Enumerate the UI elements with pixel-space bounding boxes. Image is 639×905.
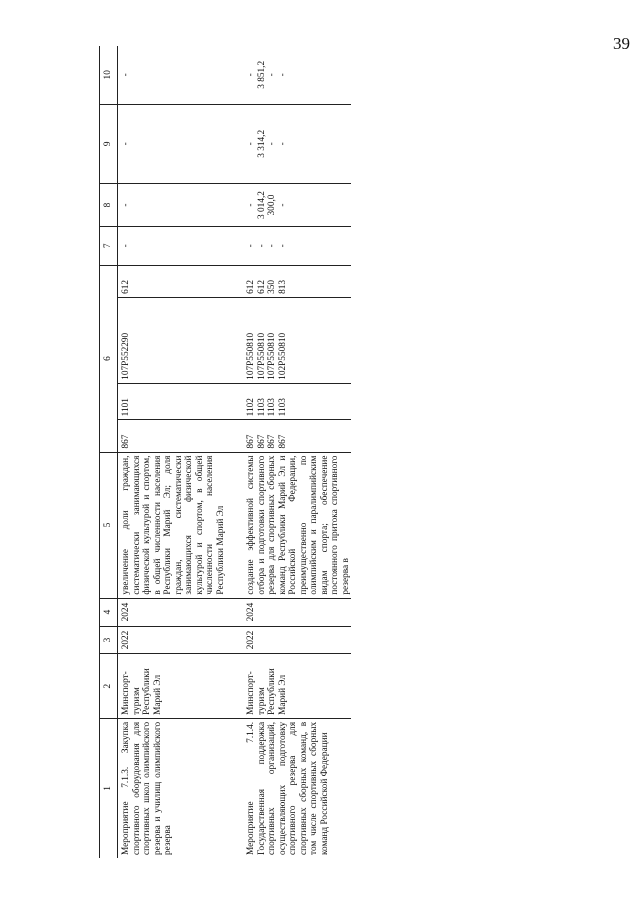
value-col-9: - xyxy=(118,104,233,183)
table-row xyxy=(118,46,233,858)
start-year: 2022 xyxy=(232,626,351,654)
responsible-executor: Минспорт- туризм Республики Марий Эл xyxy=(118,654,233,718)
header-cell-2: 2 xyxy=(100,654,118,718)
grbs-code: 867 xyxy=(118,420,233,452)
header-cell-7: 7 xyxy=(100,226,118,265)
section-code: 1102 1103 1103 1103 xyxy=(232,383,351,420)
value-col-8: - xyxy=(118,184,233,227)
event-description: Мероприятие 7.1.4. Государственная поддержка спортивных организаций, осуществляющих подготовку спортивного резерва для спортивных сборных команд, в том числе спортивных сборных команд Российской Федерации xyxy=(246,721,330,855)
page-number: 39 xyxy=(613,34,630,53)
header-cell-3: 3 xyxy=(100,626,118,654)
header-row xyxy=(100,46,118,858)
table-row xyxy=(232,46,351,858)
end-year: 2024 xyxy=(118,598,233,626)
header-cell-9: 9 xyxy=(100,104,118,183)
event-description: Мероприятие 7.1.3. Закупка спортивного оборудования для спортивных школ олимпийского резерва и училищ олимпийского резерва xyxy=(121,721,173,855)
budget-table xyxy=(99,46,351,858)
value-col-10: - xyxy=(118,46,233,104)
value-col-8: - 3 014,2 300,0 - xyxy=(232,184,351,227)
responsible-executor: Минспорт- туризм Республики Марий Эл xyxy=(232,654,351,718)
header-cell-10: 10 xyxy=(100,46,118,104)
grbs-code: 867 867 867 867 xyxy=(232,420,351,452)
expense-type-code: 612 612 350 813 xyxy=(232,265,351,297)
end-year: 2024 xyxy=(232,598,351,626)
header-cell-8: 8 xyxy=(100,184,118,227)
section-code: 1101 xyxy=(118,383,233,420)
header-cell-4: 4 xyxy=(100,598,118,626)
header-cell-6: 6 xyxy=(100,265,118,452)
header-cell-1: 1 xyxy=(100,718,118,858)
expected-result: увеличение доли граждан, систематически занимающихся физической культурой и спортом, в общей численности населения Республики Марий Эл; доля граждан, систематически занимающихся физической культурой и спортом, в общей численности населения Республики Марий Эл xyxy=(118,452,233,598)
value-col-9: - 3 314,2 - - xyxy=(232,104,351,183)
rotated-table-container xyxy=(99,46,639,858)
target-article-code: 107P550810 107P550810 107P550810 102P550810 xyxy=(232,297,351,383)
expected-result: создание эффективной системы отбора и подготовки спортивного резерва для спортивных сборных команд Республики Марий Эл и Российской Федерации, преимущественно по олимпийским и паралимпийским видам спорта; обеспечение постоянного притока спортивного резерва в xyxy=(232,452,351,598)
target-article-code: 107P552290 xyxy=(118,297,233,383)
value-col-7: - xyxy=(118,226,233,265)
value-col-7: - - - - xyxy=(232,226,351,265)
expense-type-code: 612 xyxy=(118,265,233,297)
header-cell-5: 5 xyxy=(100,452,118,598)
start-year: 2022 xyxy=(118,626,233,654)
value-col-10: - 3 851,2 - - xyxy=(232,46,351,104)
